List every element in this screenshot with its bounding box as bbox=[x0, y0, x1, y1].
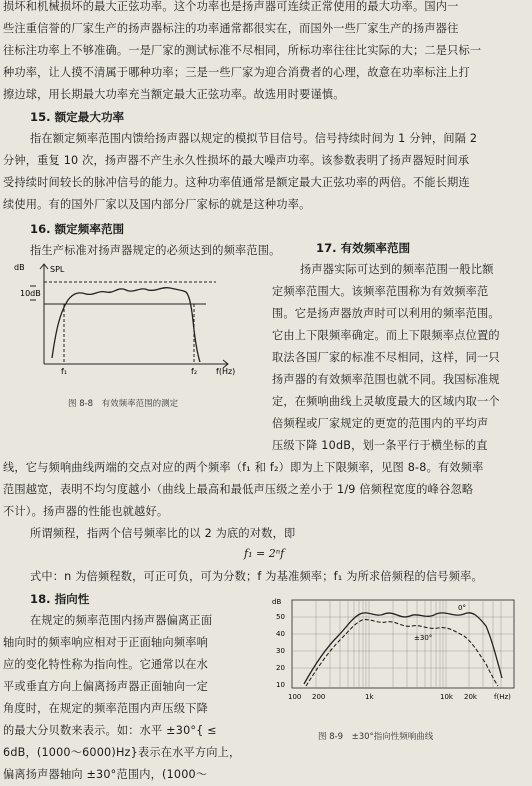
text-line: 种功率，让人摸不清属于哪种功率；三是一些厂家为迎合消费者的心理，故意在功率标注上打 bbox=[3, 66, 470, 79]
fig89-xtick: 1k bbox=[365, 693, 374, 701]
text-line: 应的变化特性称为指向性。它通常以在水 bbox=[3, 658, 208, 671]
fig88-caption: 图 8-8 有效频率范围的测定 bbox=[68, 399, 179, 409]
text-line: 扬声器的有效频率范围也就不同。我国标准规 bbox=[272, 373, 500, 386]
text-line: 损坏和机械损坏的最大正弦功率。这个功率也是扬声器可连续正常使用的最大功率。国内一 bbox=[3, 0, 459, 13]
text-line: 受持续时间较长的脉冲信号的能力。这种功率值通常是额定最大正弦功率的两倍。不能长期连 bbox=[3, 176, 470, 189]
fig89-ylabel: dB bbox=[272, 598, 282, 606]
text-line: 定，在频响曲线上灵敏度最大的区域内取一个 bbox=[272, 395, 500, 408]
text-line: 线，它与频响曲线两端的交点对应的两个频率（f₁ 和 f₂）即为上下限频率，见图 8-8。有效频率 bbox=[3, 461, 484, 474]
text-line: 轴向时的频率响应相对于正面轴向频率响 bbox=[3, 636, 208, 649]
text-line: 指生产标准对扬声器规定的必须达到的频率范围。 bbox=[30, 244, 281, 257]
text-line: 的最大分贝数来表示。如：水平 ±30°{ ≤ bbox=[3, 724, 217, 737]
text-line: 往标注功率上不够准确。一是厂家的测试标准不尽相同，所标功率往往比实际的大；二是只标一 bbox=[3, 44, 482, 57]
fig89-xtick: 10k bbox=[440, 693, 453, 701]
text-line: 擦边球，用长期最大功率充当额定最大正弦功率。故选用时要谨慎。 bbox=[3, 88, 345, 101]
fig89-curve-label-0deg: 0° bbox=[458, 604, 466, 612]
text-line: 角度时，在规定的频率范围内声压级下降 bbox=[3, 702, 208, 715]
fig88-f2-label: f₂ bbox=[191, 367, 198, 376]
text-line: 分钟，重复 10 次，扬声器不产生永久性损坏的最大噪声功率。该参数表明了扬声器短时间承 bbox=[3, 154, 470, 167]
fig89-xtick: 100 bbox=[288, 693, 302, 701]
text-line: 取法各国厂家的标准不尽相同，这样，同一只 bbox=[272, 351, 500, 364]
fig88-f1-label: f₁ bbox=[61, 367, 68, 376]
fig89-xunit: f(Hz) bbox=[494, 693, 511, 701]
section-18-heading: 18. 指向性 bbox=[30, 592, 90, 606]
formula-note: 式中：n 为倍频程数，可正可负，可为分数；f 为基准频率；f₁ 为所求倍频程的信号频率。 bbox=[30, 570, 483, 583]
fig89-ytick: 30 bbox=[276, 647, 285, 655]
fig88-xunit: f(Hz) bbox=[216, 367, 236, 376]
fig89-ytick: 20 bbox=[276, 664, 285, 672]
text-line: 它由上下限频率确定。而上下限频率点位置的 bbox=[272, 329, 500, 342]
text-line: 范围越宽，表明不均匀度越小（曲线上最高和最低声压级之差小于 1/9 倍频程宽度的峰谷忽略 bbox=[3, 483, 474, 496]
text-line: 续使用。有的国外厂家以及国内部分厂家标的就是这种功率。 bbox=[3, 198, 311, 211]
section-17-heading: 17. 有效频率范围 bbox=[316, 241, 411, 255]
text-line: 偏离扬声器轴向 ±30°范围内，(1000～ bbox=[3, 768, 208, 781]
section-16-heading: 16. 额定频率范围 bbox=[30, 222, 125, 236]
fig89-curve-label-30deg: ±30° bbox=[414, 634, 433, 642]
text-line: 在规定的频率范围内扬声器偏离正面 bbox=[30, 614, 213, 627]
text-line: 定频率范围大。该频率范围称为有效频率范 bbox=[272, 285, 489, 298]
text-line: 不计）。扬声器的性能也就越好。 bbox=[3, 505, 169, 518]
fig88-ylabel: dB bbox=[14, 263, 25, 272]
text-line: 压级下降 10dB，划一条平行于横坐标的直 bbox=[272, 439, 488, 452]
text-line: 围。它是扬声器放声时可以利用的频率范围。 bbox=[272, 307, 500, 320]
text-line: 扬声器实际可达到的频率范围一般比额 bbox=[300, 263, 494, 276]
text-line: 些注重信誉的厂家生产的扬声器标注的功率通常都很实在，而国外一些厂家生产的扬声器往 bbox=[3, 22, 459, 35]
fig88-level-label: 10dB bbox=[20, 289, 41, 298]
fig89-ytick: 10 bbox=[276, 681, 285, 689]
fig89-ytick: 50 bbox=[276, 613, 285, 621]
fig89-caption: 图 8-9 ±30°指向性频响曲线 bbox=[318, 732, 434, 742]
fig88-spl-label: SPL bbox=[50, 265, 65, 274]
text-line: 指在额定频率范围内馈给扬声器以规定的模拟节目信号。信号持续时间为 1 分钟，间隔 2 bbox=[30, 132, 478, 145]
text-line: 所谓频程，指两个信号频率比的以 2 为底的对数，即 bbox=[30, 527, 296, 540]
text-line: 6dB，(1000～6000)Hz}表示在水平方向上， bbox=[3, 746, 241, 759]
frequency-formula: f₁ = 2ⁿf bbox=[244, 547, 285, 560]
fig89-ytick: 40 bbox=[276, 630, 285, 638]
fig89-xtick: 20k bbox=[464, 693, 477, 701]
text-line: 倍频程或厂家规定的更宽的范围内的平均声 bbox=[272, 417, 489, 430]
fig89-xtick: 200 bbox=[312, 693, 326, 701]
text-line: 平或垂直方向上偏离扬声器正面轴向一定 bbox=[3, 680, 208, 693]
section-15-heading: 15. 额定最大功率 bbox=[30, 110, 125, 124]
